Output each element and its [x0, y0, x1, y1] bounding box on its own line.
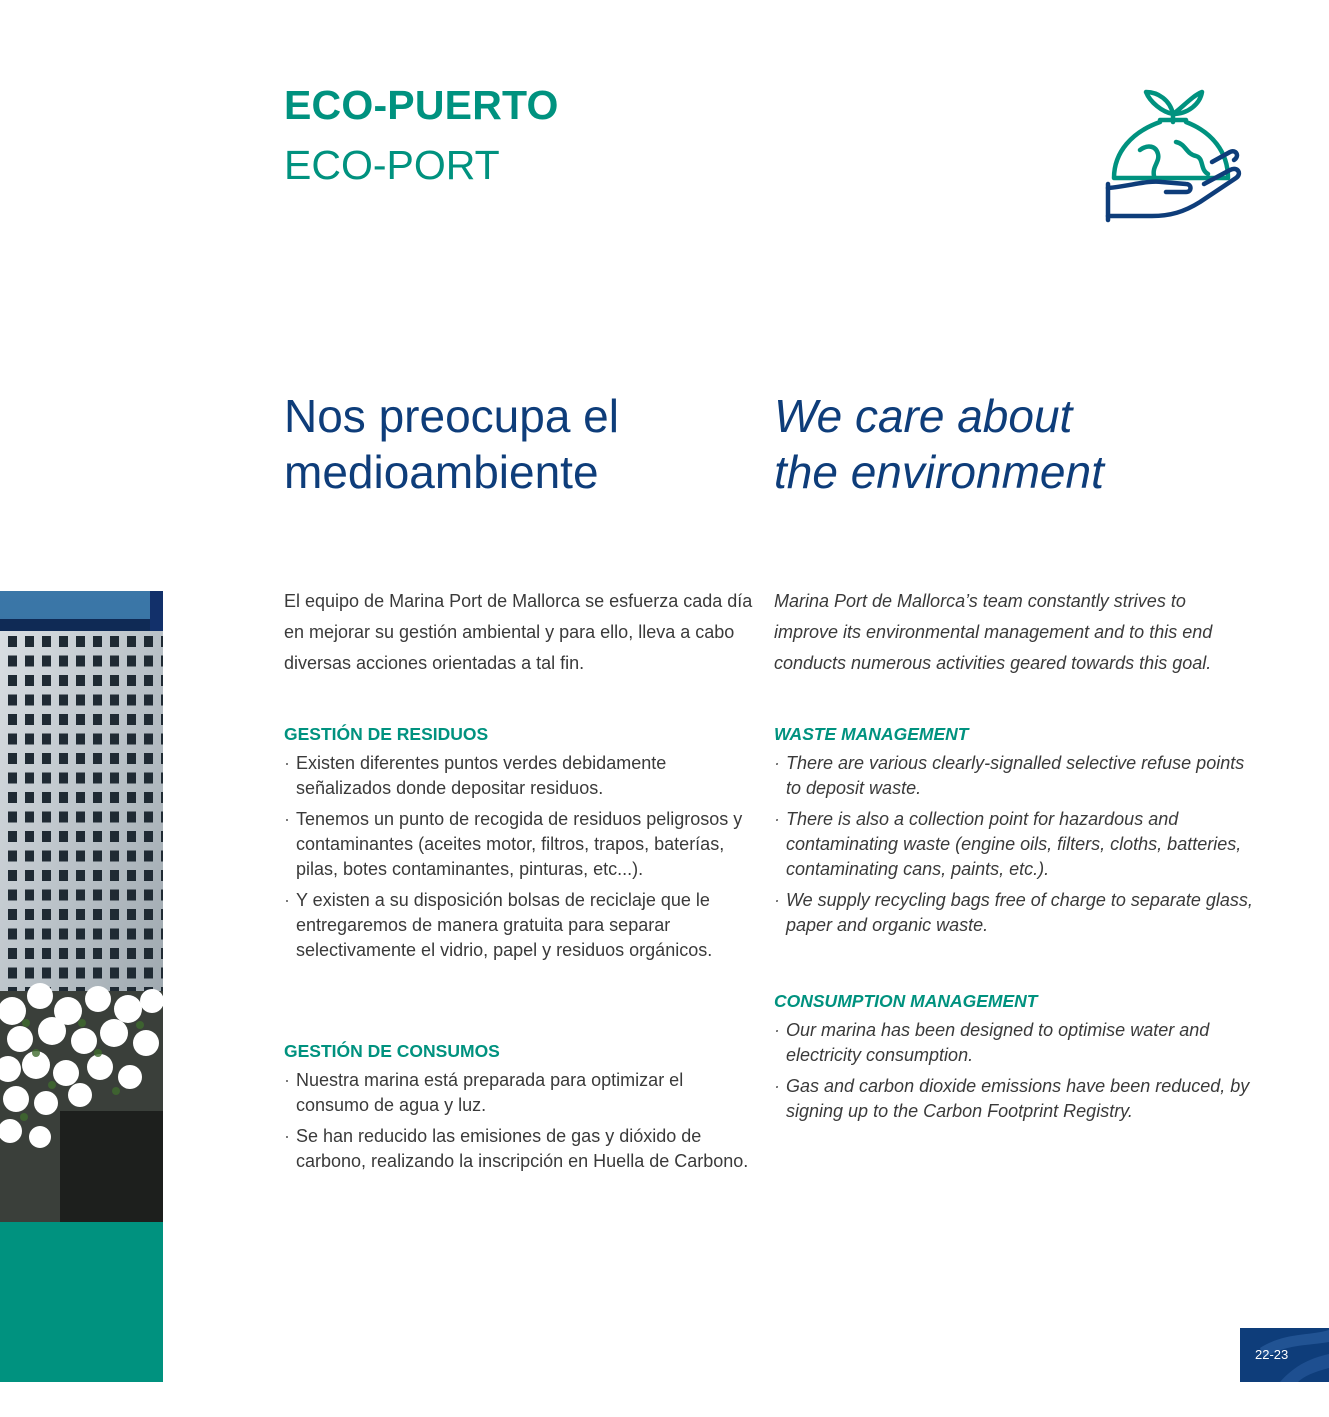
- section-consumption-english: [774, 991, 1254, 1130]
- page-subtitle: ECO-PORT: [284, 142, 500, 188]
- list-item: · Se han reducido las emisiones de gas y dióxido de carbono, realizando la inscripción en Huella de Carbono.: [284, 1124, 754, 1174]
- list-item: · Our marina has been designed to optimise water and electricity consumption.: [774, 1018, 1254, 1068]
- bullet-list: [284, 1068, 754, 1174]
- list-item: · There are various clearly-signalled selective refuse points to deposit waste.: [774, 751, 1254, 801]
- page-title: ECO-PUERTO: [284, 82, 559, 128]
- teal-accent-bar: [0, 1222, 163, 1382]
- section-waste-spanish: [284, 724, 754, 969]
- intro-spanish: El equipo de Marina Port de Mallorca se esfuerza cada día en mejorar su gestión ambiental y para ello, lleva a cabo diversas acciones orientadas a tal fin.: [284, 591, 753, 673]
- heading-english-line1: We care about: [774, 390, 1073, 442]
- list-item: · Existen diferentes puntos verdes debidamente señalizados donde depositar residuos.: [284, 751, 754, 801]
- section-consumption-spanish: [284, 1041, 754, 1180]
- photo-recycling-point-flowers: [0, 591, 163, 1223]
- section-waste-english: [774, 724, 1254, 944]
- heading-spanish-line1: Nos preocupa el: [284, 390, 619, 442]
- heading-spanish-line2: medioambiente: [284, 446, 599, 498]
- intro-english: Marina Port de Mallorca’s team constantly strives to improve its environmental management and to this end conducts numerous activities geared towards this goal.: [774, 591, 1213, 673]
- bullet-list: [774, 751, 1254, 938]
- page-number: 22-23: [1255, 1347, 1289, 1362]
- bullet-list: [774, 1018, 1254, 1124]
- list-item: · Gas and carbon dioxide emissions have been reduced, by signing up to the Carbon Footprint Registry.: [774, 1074, 1254, 1124]
- page-number-box: [1240, 1328, 1329, 1382]
- heading-english: [774, 388, 1294, 500]
- heading-spanish: [284, 388, 754, 500]
- list-item: · Tenemos un punto de recogida de residuos peligrosos y contaminantes (aceites motor, filtros, trapos, baterías, pilas, botes contaminantes, pinturas, etc...).: [284, 807, 754, 882]
- section-title: WASTE MANAGEMENT: [774, 724, 969, 744]
- list-item: · There is also a collection point for hazardous and contaminating waste (engine oils, filters, cloths, batteries, contaminating cans, paints, etc.).: [774, 807, 1254, 882]
- hand-holding-eco-bag-icon: [1100, 86, 1246, 226]
- section-title: GESTIÓN DE CONSUMOS: [284, 1041, 500, 1061]
- section-title: GESTIÓN DE RESIDUOS: [284, 724, 489, 744]
- list-item: · Nuestra marina está preparada para optimizar el consumo de agua y luz.: [284, 1068, 754, 1118]
- list-item: · We supply recycling bags free of charge to separate glass, paper and organic waste.: [774, 888, 1254, 938]
- section-title: CONSUMPTION MANAGEMENT: [774, 991, 1038, 1011]
- list-item: · Y existen a su disposición bolsas de reciclaje que le entregaremos de manera gratuita para separar selectivamente el vidrio, papel y residuos orgánicos.: [284, 888, 754, 963]
- bullet-list: [284, 751, 754, 963]
- heading-english-line2: the environment: [774, 446, 1104, 498]
